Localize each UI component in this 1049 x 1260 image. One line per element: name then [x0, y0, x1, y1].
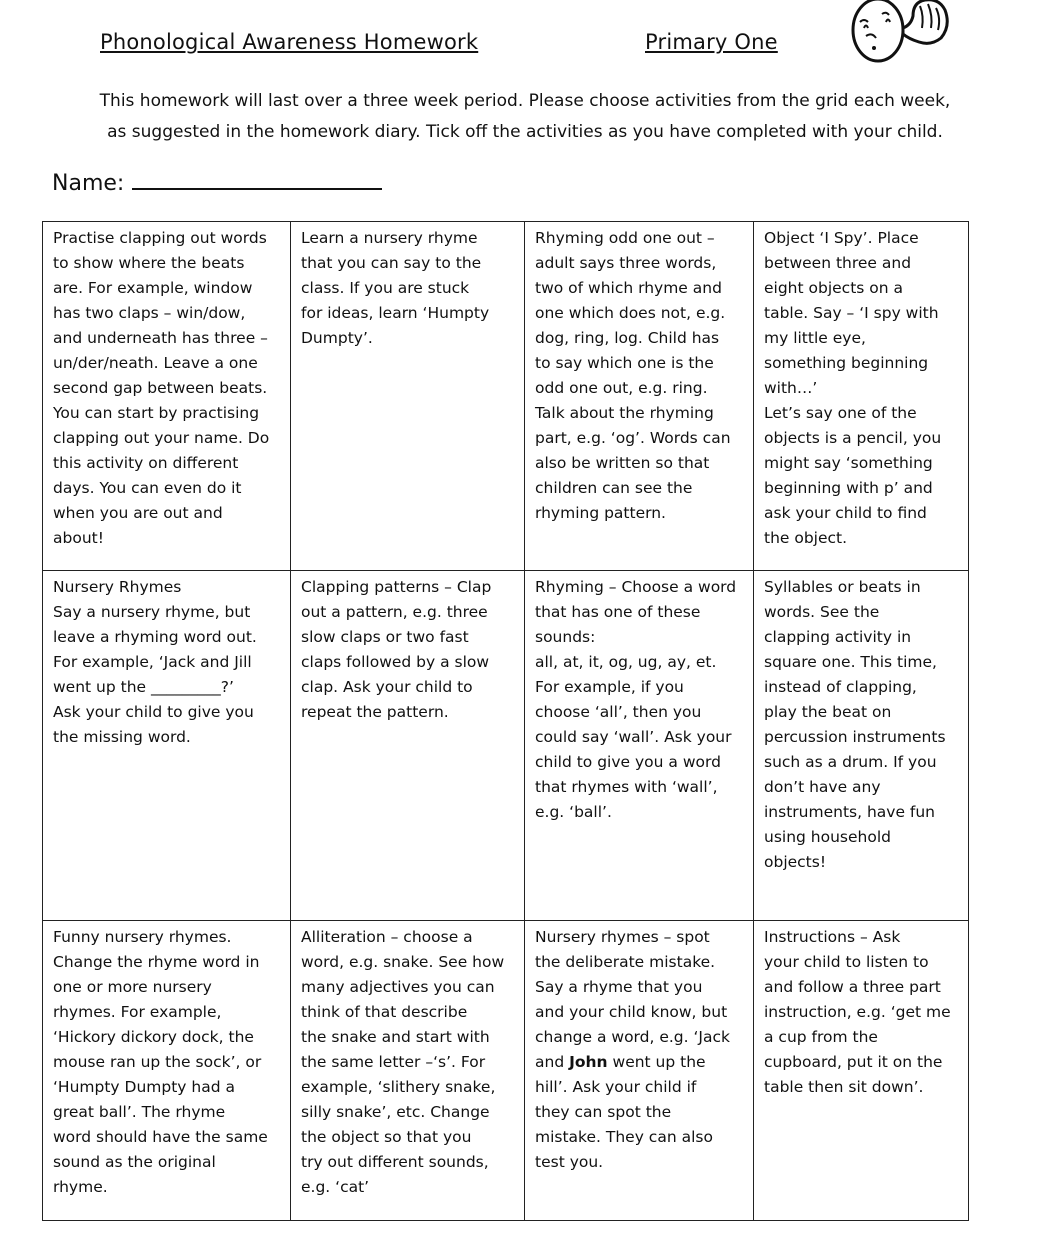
activity-cell[interactable] [43, 571, 291, 921]
activity-text-line: play the beat on [764, 703, 892, 721]
activity-text-line: clapping out your name. Do [53, 429, 270, 447]
activity-text-line: class. If you are stuck [301, 279, 470, 297]
activity-text-line: Dumpty’. [301, 329, 373, 347]
activity-text-line: also be written so that [535, 454, 710, 472]
activity-text-line: one or more nursery [53, 978, 212, 996]
activity-text-line: instruction, e.g. ‘get me [764, 1003, 951, 1021]
activity-text-line: Funny nursery rhymes. [53, 928, 232, 946]
activity-text-line: many adjectives you can [301, 978, 495, 996]
activity-text-line: the snake and start with [301, 1028, 490, 1046]
activity-text-line: word, e.g. snake. See how [301, 953, 505, 971]
activity-cell[interactable] [754, 571, 969, 921]
activity-text-line: claps followed by a slow [301, 653, 490, 671]
activity-text-line: Alliteration – choose a [301, 928, 473, 946]
activity-text-line: example, ‘slithery snake, [301, 1078, 496, 1096]
activity-text-line: such as a drum. If you [764, 753, 937, 771]
activity-text-line: Nursery rhymes – spot [535, 928, 710, 946]
activity-text-line: Ask your child to give you [53, 703, 254, 721]
activity-text-line: something beginning [764, 354, 929, 372]
activity-cell[interactable] [525, 222, 754, 571]
activity-text-line: has two claps – win/dow, [53, 304, 246, 322]
activity-text-line: Nursery Rhymes [53, 578, 182, 596]
activity-text-line: out a pattern, e.g. three [301, 603, 488, 621]
activity-text-line: Learn a nursery rhyme [301, 229, 478, 247]
activity-text-line: Talk about the rhyming [535, 404, 714, 422]
activity-text-line: second gap between beats. [53, 379, 268, 397]
instructions [40, 86, 1010, 148]
activity-text-line: word should have the same [53, 1128, 268, 1146]
activity-text-line: Syllables or beats in [764, 578, 921, 596]
activity-cell[interactable] [525, 571, 754, 921]
name-field [52, 168, 382, 196]
activity-text-line: leave a rhyming word out. [53, 628, 257, 646]
activity-text-line: dog, ring, log. Child has [535, 329, 720, 347]
activity-text-line: Object ‘I Spy’. Place [764, 229, 919, 247]
activity-text-line: the same letter –‘s’. For [301, 1053, 486, 1071]
activity-text-line: sound as the original [53, 1153, 216, 1171]
activity-text-line: clap. Ask your child to [301, 678, 473, 696]
activity-text-line: sounds: [535, 628, 596, 646]
activity-text-line: adult says three words, [535, 254, 717, 272]
activity-text-line: instruments, have fun [764, 803, 936, 821]
activity-text-line: clapping activity in [764, 628, 912, 646]
activity-text-line: e.g. ‘cat’ [301, 1178, 370, 1196]
activity-text-line: they can spot the [535, 1103, 672, 1121]
activity-grid [42, 221, 969, 1221]
activity-text-line: Instructions – Ask [764, 928, 901, 946]
activity-text-line: think of that describe [301, 1003, 468, 1021]
activity-text-line: children can see the [535, 479, 693, 497]
activity-text-line: Practise clapping out words [53, 229, 267, 247]
activity-text-line: square one. This time, [764, 653, 937, 671]
activity-text-line: rhymes. For example, [53, 1003, 222, 1021]
activity-text-line: to say which one is the [535, 354, 714, 372]
text: and [535, 1053, 570, 1071]
activity-text-line: percussion instruments [764, 728, 946, 746]
class-label: Primary One [645, 30, 778, 54]
activity-cell[interactable] [754, 921, 969, 1221]
activity-text-line: the missing word. [53, 728, 191, 746]
activity-text-line: mouse ran up the sock’, or [53, 1053, 262, 1071]
activity-text-line: for ideas, learn ‘Humpty [301, 304, 490, 322]
activity-text-line: Change the rhyme word in [53, 953, 260, 971]
activity-text-line: table then sit down’. [764, 1078, 924, 1096]
activity-text-line: your child to listen to [764, 953, 929, 971]
page-title: Phonological Awareness Homework [100, 30, 479, 54]
activity-text-line: For example, if you [535, 678, 684, 696]
text: went up the [607, 1053, 706, 1071]
name-label: Name: [52, 171, 125, 196]
activity-text-line: Clapping patterns – Clap [301, 578, 492, 596]
activity-text-line: between three and [764, 254, 912, 272]
activity-text-line: words. See the [764, 603, 880, 621]
activity-text-line: that rhymes with ‘wall’, [535, 778, 718, 796]
activity-text-line: child to give you a word [535, 753, 721, 771]
activity-text-line: test you. [535, 1153, 604, 1171]
activity-text-line: Let’s say one of the [764, 404, 917, 422]
activity-text-line: to show where the beats [53, 254, 245, 272]
activity-text-line: and underneath has three – [53, 329, 268, 347]
activity-cell[interactable] [43, 222, 291, 571]
activity-text-line: mistake. They can also [535, 1128, 713, 1146]
activity-text-line: the object so that you [301, 1128, 472, 1146]
activity-text-line: a cup from the [764, 1028, 878, 1046]
activity-text-line: ask your child to find [764, 504, 927, 522]
activity-text-line: the deliberate mistake. [535, 953, 716, 971]
activity-text-line: objects is a pencil, you [764, 429, 942, 447]
activity-text-line: slow claps or two fast [301, 628, 469, 646]
activity-text-line: instead of clapping, [764, 678, 917, 696]
activity-text-line: and follow a three part [764, 978, 941, 996]
activity-text-line: try out different sounds, [301, 1153, 489, 1171]
activity-text-line: change a word, e.g. ‘Jack [535, 1028, 730, 1046]
activity-text-line: two of which rhyme and [535, 279, 722, 297]
activity-text-line: odd one out, e.g. ring. [535, 379, 708, 397]
activity-text-line: when you are out and [53, 504, 223, 522]
activity-text-line: one which does not, e.g. [535, 304, 726, 322]
activity-text-line: that has one of these [535, 603, 701, 621]
activity-text-line: are. For example, window [53, 279, 253, 297]
activity-text-line: hill’. Ask your child if [535, 1078, 697, 1096]
activity-text-line: ‘Hickory dickory dock, the [53, 1028, 254, 1046]
activity-cell[interactable] [754, 222, 969, 571]
activity-text-line: about! [53, 529, 104, 547]
emphasis-text: John [569, 1053, 608, 1071]
activity-text-line: this activity on different [53, 454, 239, 472]
activity-text-line: Rhyming odd one out – [535, 229, 715, 247]
activity-cell[interactable] [291, 921, 525, 1221]
activity-text-line: might say ‘something [764, 454, 933, 472]
activity-text-line: eight objects on a [764, 279, 904, 297]
listening-face-icon [848, 0, 958, 68]
activity-text-line: choose ‘all’, then you [535, 703, 702, 721]
activity-text-line: silly snake’, etc. Change [301, 1103, 490, 1121]
activity-text-line: with…’ [764, 379, 818, 397]
activity-text-line: that you can say to the [301, 254, 482, 272]
activity-text-line: Say a nursery rhyme, but [53, 603, 251, 621]
activity-text-line: Rhyming – Choose a word [535, 578, 737, 596]
activity-text-line: using household [764, 828, 891, 846]
activity-cell[interactable] [43, 921, 291, 1221]
name-blank[interactable] [132, 168, 382, 190]
activity-text-line: days. You can even do it [53, 479, 242, 497]
activity-text-line: rhyme. [53, 1178, 108, 1196]
instructions-line: This homework will last over a three week period. Please choose activities from the grid each week, [99, 91, 951, 111]
activity-text-line: un/der/neath. Leave a one [53, 354, 258, 372]
activity-text-line [535, 1050, 747, 1075]
activity-text-line: Say a rhyme that you [535, 978, 703, 996]
activity-text-line: rhyming pattern. [535, 504, 666, 522]
activity-text-line: cupboard, put it on the [764, 1053, 943, 1071]
activity-text-line: ‘Humpty Dumpty had a [53, 1078, 235, 1096]
activity-text-line: could say ‘wall’. Ask your [535, 728, 732, 746]
activity-text-line: beginning with p’ and [764, 479, 933, 497]
activity-text-line: went up the _________?’ [53, 678, 234, 696]
activity-text-line: repeat the pattern. [301, 703, 449, 721]
activity-text-line: all, at, it, og, ug, ay, et. [535, 653, 717, 671]
activity-text-line: don’t have any [764, 778, 881, 796]
instructions-line: as suggested in the homework diary. Tick off the activities as you have completed with your child. [107, 122, 943, 142]
activity-cell[interactable] [291, 222, 525, 571]
activity-cell[interactable] [525, 921, 754, 1221]
activity-text-line: the object. [764, 529, 848, 547]
activity-text-line: my little eye, [764, 329, 866, 347]
activity-text-line: and your child know, but [535, 1003, 728, 1021]
activity-text-line: You can start by practising [53, 404, 260, 422]
activity-text-line: objects! [764, 853, 827, 871]
activity-text-line: e.g. ‘ball’. [535, 803, 612, 821]
activity-text-line: table. Say – ‘I spy with [764, 304, 939, 322]
activity-cell[interactable] [291, 571, 525, 921]
activity-text-line: great ball’. The rhyme [53, 1103, 226, 1121]
activity-text-line: For example, ‘Jack and Jill [53, 653, 252, 671]
activity-text-line: part, e.g. ‘og’. Words can [535, 429, 731, 447]
